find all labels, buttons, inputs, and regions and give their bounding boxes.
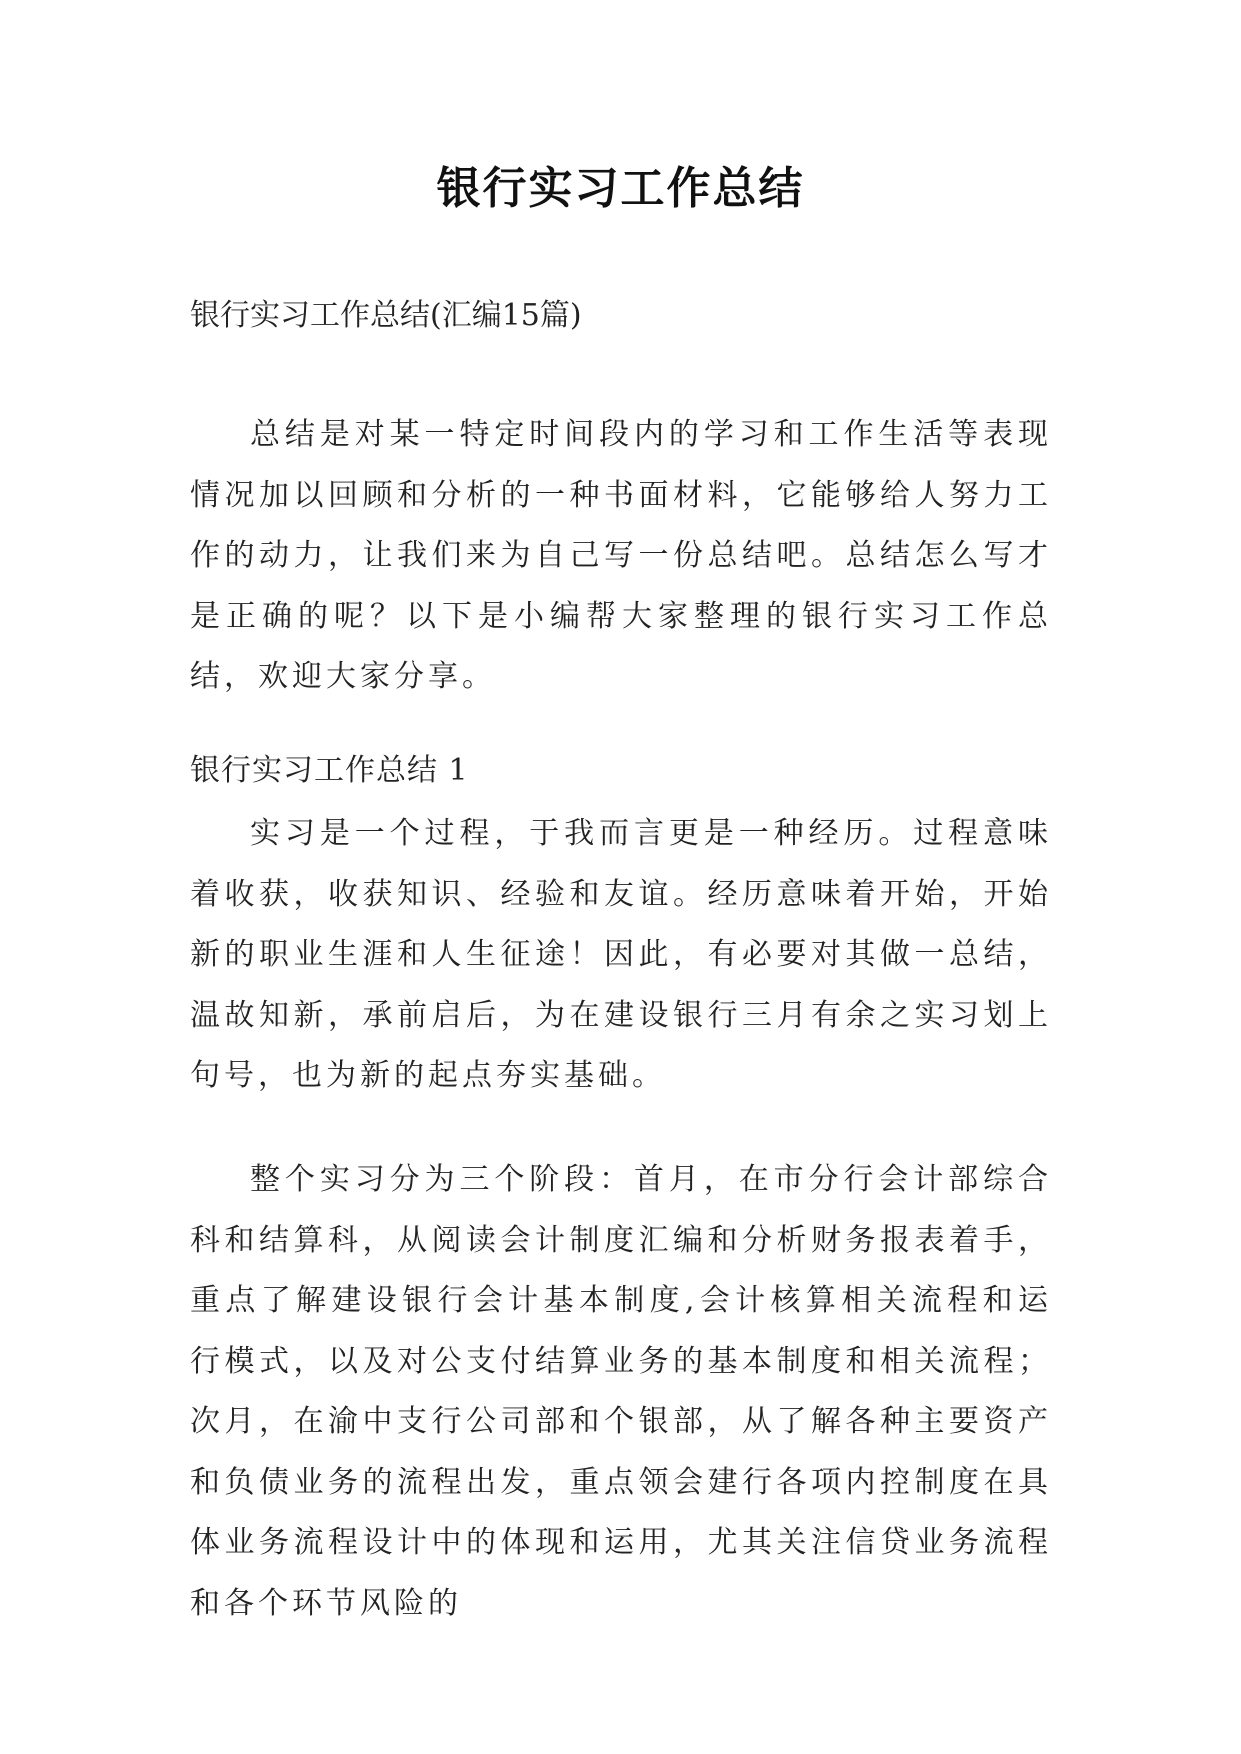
body-paragraph: 实习是一个过程，于我而言更是一种经历。过程意味着收获，收获知识、经验和友谊。经历意味着开始，开始新的职业生涯和人生征途！因此，有必要对其做一总结，温故知新，承前启后，为在建设银行三月有余之实习划上句号，也为新的起点夯实基础。 xyxy=(190,816,1052,1093)
document-title: 银行实习工作总结 xyxy=(436,163,805,214)
body-paragraph: 整个实习分为三个阶段：首月，在市分行会计部综合科和结算科，从阅读会计制度汇编和分析财务报表着手，重点了解建设银行会计基本制度,会计核算相关流程和运行模式，以及对公支付结算业务的基本制度和相关流程；次月，在渝中支行公司部和个银部，从了解各种主要资产和负债业务的流程出发，重点领会建行各项内控制度在具体业务流程设计中的体现和运用，尤其关注信贷业务流程和各个环节风险的 xyxy=(190,1162,1052,1621)
intro-paragraph: 总结是对某一特定时间段内的学习和工作生活等表现情况加以回顾和分析的一种书面材料，它能够给人努力工作的动力，让我们来为自己写一份总结吧。总结怎么写才是正确的呢？以下是小编帮大家整理的银行实习工作总结，欢迎大家分享。 xyxy=(190,417,1052,694)
document-subtitle: 银行实习工作总结(汇编15篇) xyxy=(190,298,582,333)
section-heading: 银行实习工作总结 1 xyxy=(190,753,469,788)
